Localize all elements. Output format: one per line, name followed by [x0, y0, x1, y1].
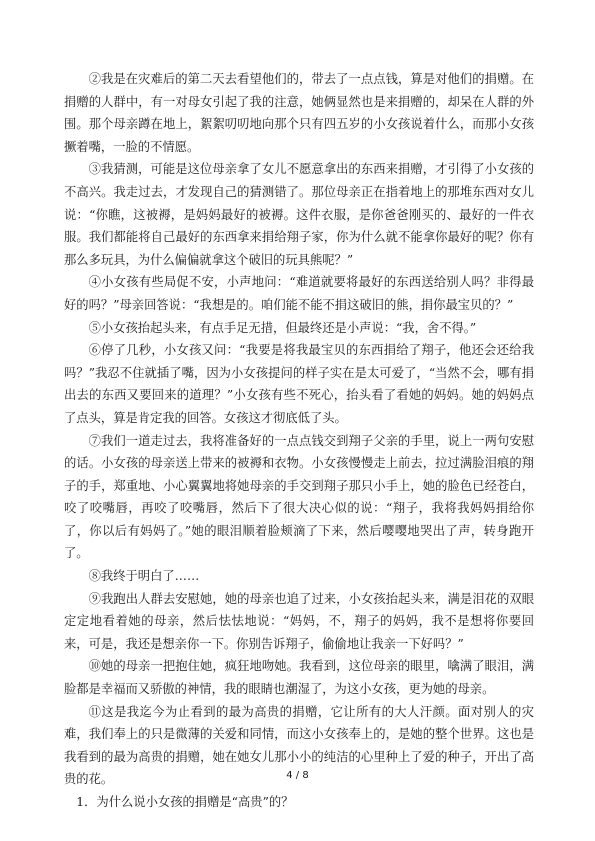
paragraph-2: ②我是在灾难后的第二天去看望他们的，带去了一点点钱，算是对他们的捐赠。在捐赠的人群中，有一对母女引起了我的注意，她俩显然也是来捐赠的，却呆在人群的外围。那个母亲蹲在地上，絮絮叨叨地向那个只有四五岁的小女孩说着什么，而那小女孩撅着嘴，一脸的不情愿。: [64, 72, 534, 154]
paragraph-11: ⑪这是我迄今为止看到的最为高贵的捐赠，它让所有的大人汗颜。面对别人的灾难，我们奉上的只是微薄的关爱和同情，而这小女孩奉上的，是她的整个世界。这也是我看到的最为高贵的捐赠，她在她女儿那小小的纯洁的心里种上了爱的种子，开出了高贵的花。: [64, 704, 534, 787]
paragraph-5: ⑤小女孩抬起头来，有点手足无措，但最终还是小声说：“我，舍不得。”: [88, 320, 477, 335]
paragraph-10: ⑩她的母亲一把抱住她，疯狂地吻她。我看到，这位母亲的眼里，噙满了眼泪，满脸都是幸福而又骄傲的神情，我的眼睛也潮湿了，为这小女孩，更为她的母亲。: [64, 659, 534, 697]
paragraph-8: ⑧我终于明白了……: [88, 569, 200, 584]
article-body: [64, 68, 534, 814]
paragraph-6: ⑥停了几秒，小女孩又问：“我要是将我最宝贝的东西捐给了翔子，他还会还给我吗？”我忍不住就插了嘴，因为小女孩提问的样子实在是太可爱了，“当然不会，哪有捐出去的东西又要回来的道理？”小女孩有些不死心，抬头看了看她的妈妈。她的妈妈点了点头，算是肯定我的回答。女孩这才彻底低了头。: [64, 343, 534, 425]
question-1: 1．为什么说小女孩的捐赠是“高贵”的？: [76, 795, 294, 809]
paragraph-9: ⑨我跑出人群去安慰她，她的母亲也追了过来，小女孩抬起头来，满是泪花的双眼定定地看着她的母亲，然后怯怯地说：“妈妈，不，翔子的妈妈，我不是想将你要回来，可是，我还是想亲你一下。你别告诉翔子，偷偷地让我亲一下好吗？”: [64, 591, 534, 651]
page-number: 4 / 8: [286, 770, 309, 781]
paragraph-7: ⑦我们一道走过去，我将准备好的一点点钱交到翔子父亲的手里，说上一两句安慰的话。小女孩的母亲送上带来的被褥和衣物。小女孩慢慢走上前去，拉过满脸泪痕的翔子的手，郑重地、小心翼翼地将她母亲的手交到翔子那只小手上，她的脸色已经苍白，咬了咬嘴唇，再咬了咬嘴唇，然后下了很大决心似的说：“翔子，我将我妈妈捐给你了，你以后有妈妈了。”她的眼泪顺着脸颊滴了下来，然后嘤嘤地哭出了声，转身跑开了。: [64, 433, 534, 561]
paragraph-4: ④小女孩有些局促不安，小声地问：“难道就要将最好的东西送给别人吗？非得最好的吗？”母亲回答说：“我想是的。咱们能不能不捐这破旧的熊，捐你最宝贝的？”: [64, 275, 534, 312]
paragraph-3: ③我猜测，可能是这位母亲拿了女儿不愿意拿出的东西来捐赠，才引得了小女孩的不高兴。我走过去，才发现自己的猜测错了。那位母亲正在指着地上的那堆东西对女儿说：“你瞧，这被褥，是妈妈最好的被褥。这件衣服，是你爸爸刚买的、最好的一件衣服。我们都能将自己最好的东西拿来捐给翔子家，你为什么就不能拿你最好的呢？你有那么多玩具，为什么偏偏就拿这个破旧的玩具熊呢？”: [64, 162, 534, 267]
